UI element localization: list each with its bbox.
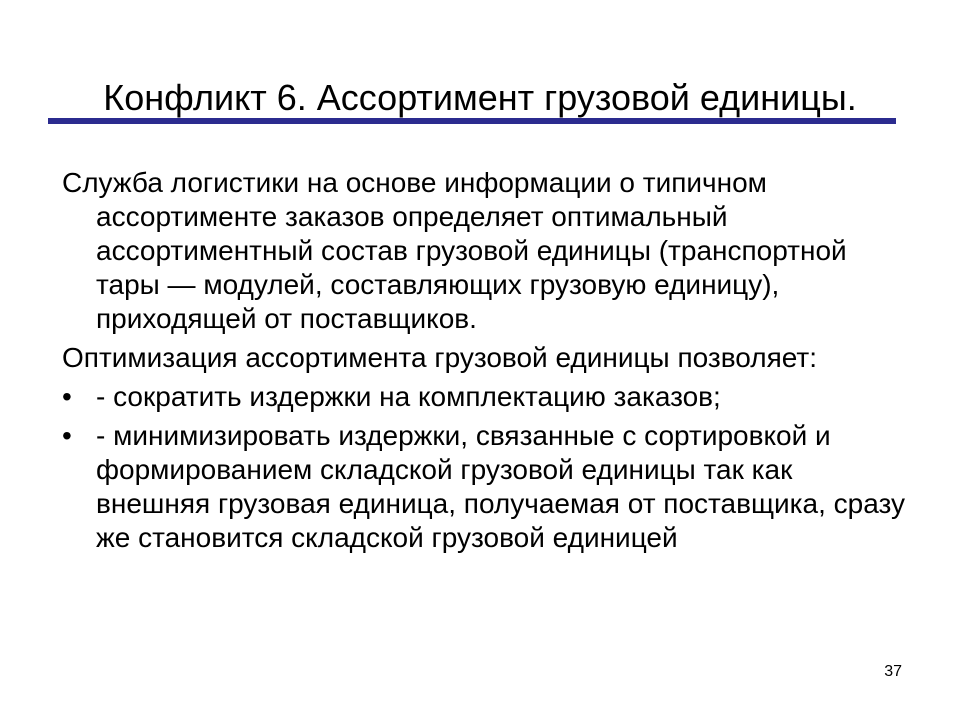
slide-title: Конфликт 6. Ассортимент грузовой единицы.	[103, 77, 857, 118]
bullet-dot-icon: •	[62, 381, 72, 412]
paragraph-logistics-service: Служба логистики на основе информации о типичном ассортименте заказов определяет оптимальный ассортиментный состав грузовой единицы (транспортной тары — модулей, составляющих грузовую единицу), приходящей от поставщиков.	[62, 167, 847, 334]
slide-content	[62, 166, 912, 560]
bullet-dot-icon: •	[62, 420, 72, 451]
bullet-item-reduce-costs	[62, 380, 912, 414]
bullet-text: - минимизировать издержки, связанные с сортировкой и формированием складской грузовой единицы так как внешняя грузовая единица, получаемая от поставщика, сразу же становится складской грузовой единицей	[96, 420, 906, 553]
title-underline	[48, 118, 896, 124]
page-number: 37	[884, 663, 902, 680]
bullet-item-minimize-costs	[62, 419, 912, 555]
paragraph-optimization-intro: Оптимизация ассортимента грузовой единицы позволяет:	[62, 342, 817, 373]
bullet-text: - сократить издержки на комплектацию заказов;	[96, 381, 721, 412]
